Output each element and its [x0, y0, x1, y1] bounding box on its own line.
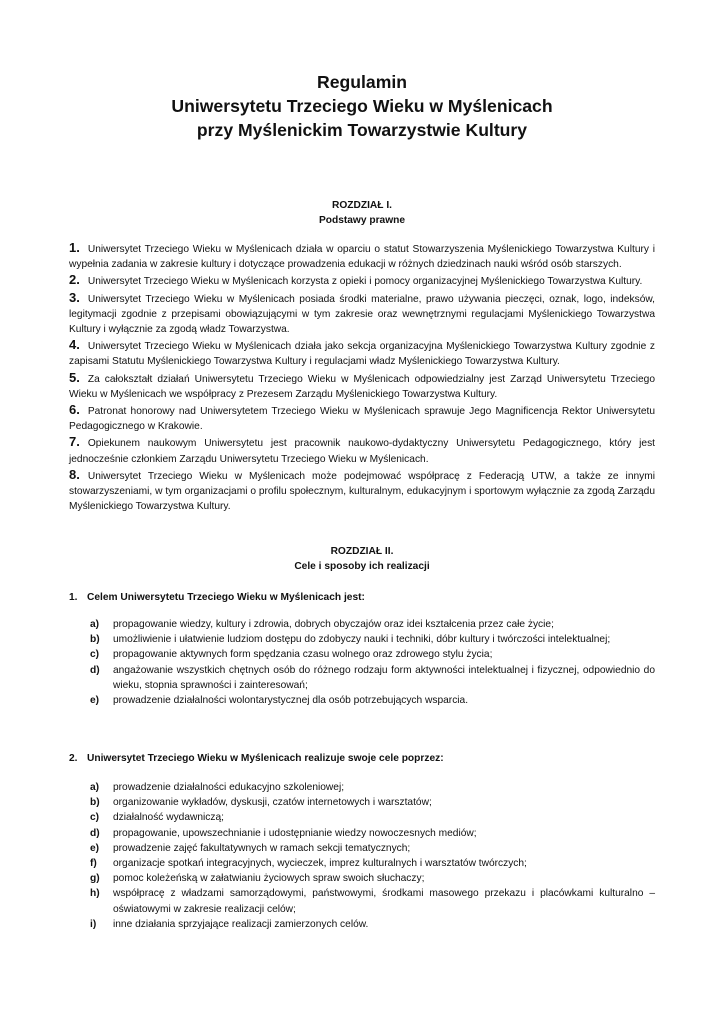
list-item: [69, 693, 655, 708]
title-line-2: Uniwersytetu Trzeciego Wieku w Myślenicach: [171, 96, 553, 116]
list-text: propagowanie wiedzy, kultury i zdrowia, dobrych obyczajów oraz idei kształcenia przez całe życie;: [113, 619, 554, 630]
list-label: d): [90, 664, 100, 676]
chapter-1-heading: [0, 198, 724, 228]
section-title: Uniwersytet Trzeciego Wieku w Myślenicach realizuje swoje cele poprzez:: [87, 753, 444, 764]
list-text: prowadzenie działalności edukacyjno szkoleniowej;: [113, 782, 345, 793]
list-text: umożliwienie i ułatwienie ludziom dostępu do zdobyczy nauki i techniki, dóbr kultury i twórczości intelektualnej;: [113, 634, 611, 646]
list-item: [69, 663, 655, 693]
list-text: współpracę z władzami samorządowymi, państwowymi, środkami masowego przekazu i placówkami kulturalno – oświatowymi w zakresie realizacji celów;: [113, 888, 655, 915]
paragraph-text: Uniwersytet Trzeciego Wieku w Myślenicach może podejmować współpracę z Federacją UTW, a także ze innymi stowarzyszeniami, w tym organizacjami o profilu społecznym, kulturalnym, edukacyjnym i sportowym wyłącznie za zgodą Zarządu Myślenickiego Towarzystwa Kultury.: [69, 470, 655, 513]
list-item: [69, 841, 655, 856]
list-text: propagowanie, upowszechnianie i udostępnianie wiedzy nowoczesnych mediów;: [113, 827, 477, 839]
paragraph-text: Patronat honorowy nad Uniwersytetem Trzeciego Wieku w Myślenicach sprawuje Jego Magnificencja Rektor Uniwersytetu Pedagogicznego w Krakowie.: [69, 406, 655, 433]
list-item: [69, 856, 655, 871]
section-1-list: [69, 617, 655, 708]
list-label: i): [90, 918, 97, 930]
list-item: [69, 617, 655, 632]
paragraph-number: 2.: [69, 272, 80, 288]
list-label: b): [90, 797, 100, 809]
list-item: [69, 632, 655, 647]
list-label: c): [90, 649, 100, 661]
list-text: organizacje spotkań integracyjnych, wycieczek, imprez kulturalnych i warsztatów twórczych;: [113, 858, 527, 870]
list-text: prowadzenie zajęć fakultatywnych w ramach sekcji tematycznych;: [113, 842, 411, 854]
paragraph-number: 1.: [69, 240, 80, 255]
section-number: 1.: [69, 592, 78, 603]
paragraph-1: [69, 240, 655, 272]
section-title: Celem Uniwersytetu Trzeciego Wieku w Myślenicach jest:: [87, 592, 365, 603]
list-text: pomoc koleżeńską w załatwianiu życiowych spraw swoich słuchaczy;: [113, 873, 425, 885]
paragraph-number: 6.: [69, 402, 80, 418]
chapter-2-number: ROZDZIAŁ II.: [330, 546, 394, 557]
list-text: inne działania sprzyjające realizacji zamierzonych celów.: [113, 918, 369, 930]
list-item: [69, 780, 655, 795]
paragraph-number: 3.: [69, 289, 80, 305]
list-text: angażowanie wszystkich chętnych osób do różnego rodzaju form aktywności intelektualnej i fizycznej, odpowiednio do wieku, stopnia sprawności i zainteresowań;: [113, 664, 655, 691]
chapter-1-paragraphs: [69, 240, 655, 514]
paragraph-text: Uniwersytet Trzeciego Wieku w Myślenicach posiada środki materialne, prawo używania pieczęci, oznak, logo, indeksów, legitymacji zgodnie z przepisami obowiązującymi w tym zakresie oraz wewnętrznymi regulacjami Myślenickiego Towarzystwa Kultury i wyłącznie za zgodą władz Towarzystwa.: [69, 293, 655, 336]
document-title: [0, 70, 724, 142]
section-2-heading: [69, 751, 655, 766]
paragraph-text: Uniwersytet Trzeciego Wieku w Myślenicach działa jako sekcja organizacyjna Myślenickiego Towarzystwa Kultury zgodnie z zapisami Statutu Myślenickiego Towarzystwa Kultury i regulacjami władz Myślenickiego Towarzystwa Kultury.: [69, 341, 655, 368]
list-label: a): [90, 782, 100, 793]
list-item: [69, 917, 655, 932]
list-label: e): [90, 695, 100, 707]
paragraph-5: [69, 370, 655, 402]
section-1-heading: [69, 590, 655, 605]
chapter-1-number: ROZDZIAŁ I.: [332, 200, 392, 211]
list-item: [69, 826, 655, 841]
paragraph-text: Opiekunem naukowym Uniwersytetu jest pracownik naukowo-dydaktyczny Uniwersytetu Pedagogicznego, który jest jednocześnie członkiem Zarządu Uniwersytetu Trzeciego Wieku w Myślenicach.: [69, 438, 655, 465]
list-label: f): [90, 858, 97, 870]
list-label: c): [90, 812, 100, 824]
paragraph-3: [69, 290, 655, 338]
list-text: prowadzenie działalności wolontarystycznej dla osób potrzebujących wsparcia.: [113, 695, 469, 707]
list-label: a): [90, 619, 100, 630]
paragraph-8: [69, 467, 655, 515]
section-number: 2.: [69, 753, 78, 764]
chapter-2-heading: [0, 544, 724, 574]
paragraph-number: 8.: [69, 466, 80, 482]
list-text: organizowanie wykładów, dyskusji, czatów internetowych i warsztatów;: [113, 797, 432, 809]
list-item: [69, 871, 655, 886]
list-label: b): [90, 634, 100, 646]
paragraph-7: [69, 434, 655, 466]
paragraph-2: [69, 272, 655, 289]
paragraph-text: Uniwersytet Trzeciego Wieku w Myślenicach działa w oparciu o statut Stowarzyszenia Myślenickiego Towarzystwa Kultury i wypełnia zadania w zakresie kultury i dotyczące prowadzenia edukacji w różnych dziedzinach nauki wśród osób starszych.: [69, 244, 655, 271]
paragraph-text: Za całokształt działań Uniwersytetu Trzeciego Wieku w Myślenicach odpowiedzialny jest Zarząd Uniwersytetu Trzeciego Wieku w Myślenicach we współpracy z Prezesem Zarządu Myślenickiego Towarzystwa Kultury.: [69, 373, 655, 400]
title-line-3: przy Myślenickim Towarzystwie Kultury: [196, 120, 528, 140]
section-2-list: [69, 780, 655, 932]
list-item: [69, 810, 655, 825]
list-item: [69, 647, 655, 662]
title-line-1: Regulamin: [317, 72, 407, 92]
paragraph-text: Uniwersytet Trzeciego Wieku w Myślenicach korzysta z opieki i pomocy organizacyjnej Myślenickiego Towarzystwa Kultury.: [87, 276, 643, 288]
list-text: działalność wydawniczą;: [113, 812, 224, 824]
list-label: g): [90, 873, 100, 885]
list-label: d): [90, 827, 100, 839]
list-label: e): [90, 842, 100, 854]
list-text: propagowanie aktywnych form spędzania czasu wolnego oraz zdrowego stylu życia;: [113, 649, 493, 661]
paragraph-number: 7.: [69, 434, 80, 450]
paragraph-6: [69, 402, 655, 434]
list-item: [69, 795, 655, 810]
list-label: h): [90, 888, 100, 900]
list-item: [69, 886, 655, 916]
chapter-1-title: Podstawy prawne: [318, 215, 406, 226]
paragraph-4: [69, 337, 655, 369]
paragraph-number: 4.: [69, 337, 80, 353]
chapter-2-title: Cele i sposoby ich realizacji: [294, 561, 430, 572]
paragraph-number: 5.: [69, 369, 80, 385]
